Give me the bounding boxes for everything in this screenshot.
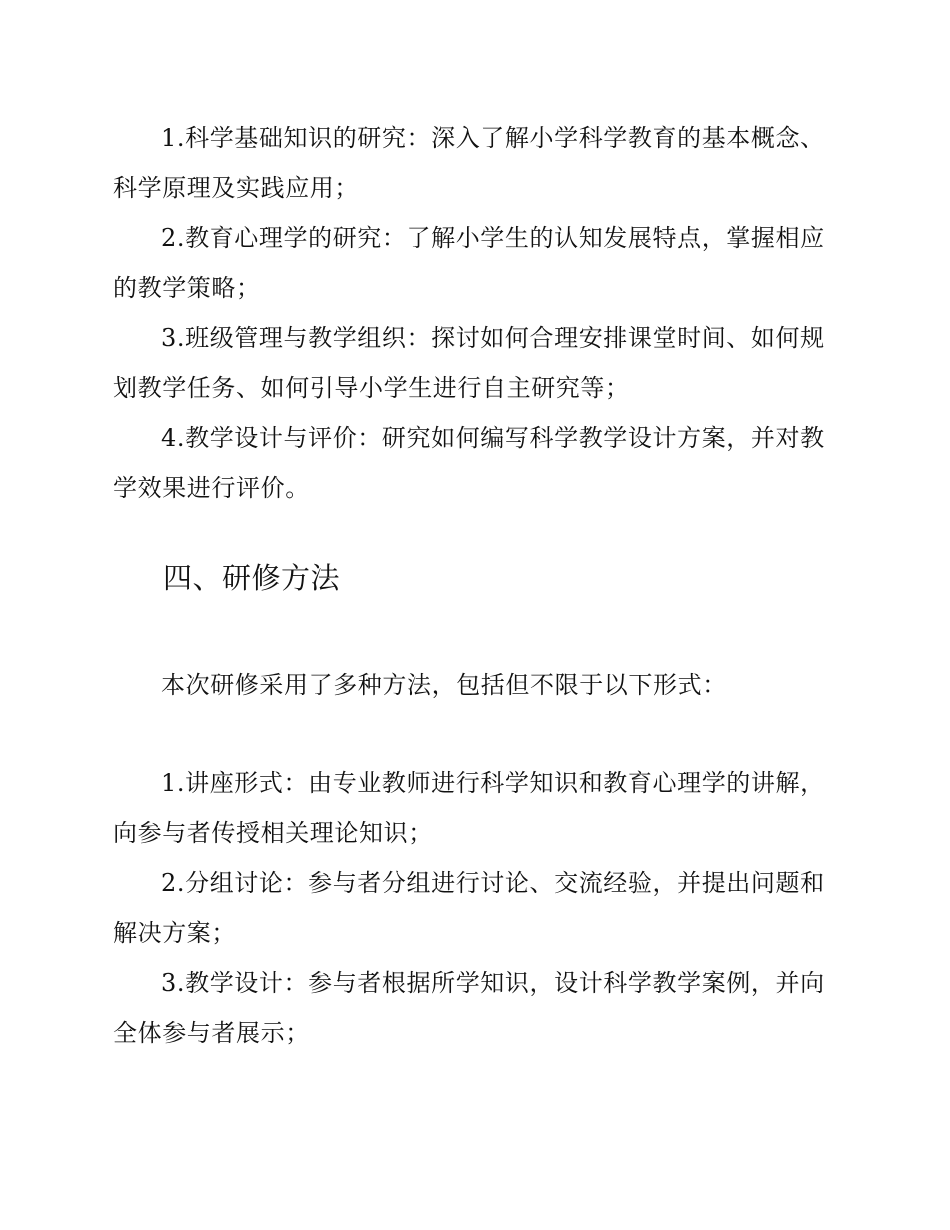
content-item-4: 4.教学设计与评价：研究如何编写科学教学设计方案，并对教学效果进行评价。 <box>113 424 825 502</box>
content-item-3: 3.班级管理与教学组织：探讨如何合理安排课堂时间、如何规划教学任务、如何引导小学生进行自主研究等； <box>113 324 825 402</box>
method-item-1: 1.讲座形式：由专业教师进行科学知识和教育心理学的讲解，向参与者传授相关理论知识； <box>113 769 825 847</box>
content-item-2: 2.教育心理学的研究：了解小学生的认知发展特点，掌握相应的教学策略； <box>113 224 825 302</box>
methods-intro: 本次研修采用了多种方法，包括但不限于以下形式： <box>161 671 727 699</box>
content-item-1: 1.科学基础知识的研究：深入了解小学科学教育的基本概念、科学原理及实践应用； <box>113 124 825 202</box>
method-item-2: 2.分组讨论：参与者分组进行讨论、交流经验，并提出问题和解决方案； <box>113 869 825 947</box>
method-item-3: 3.教学设计：参与者根据所学知识，设计科学教学案例，并向全体参与者展示； <box>113 969 825 1047</box>
section-heading: 四、研修方法 <box>163 561 341 595</box>
